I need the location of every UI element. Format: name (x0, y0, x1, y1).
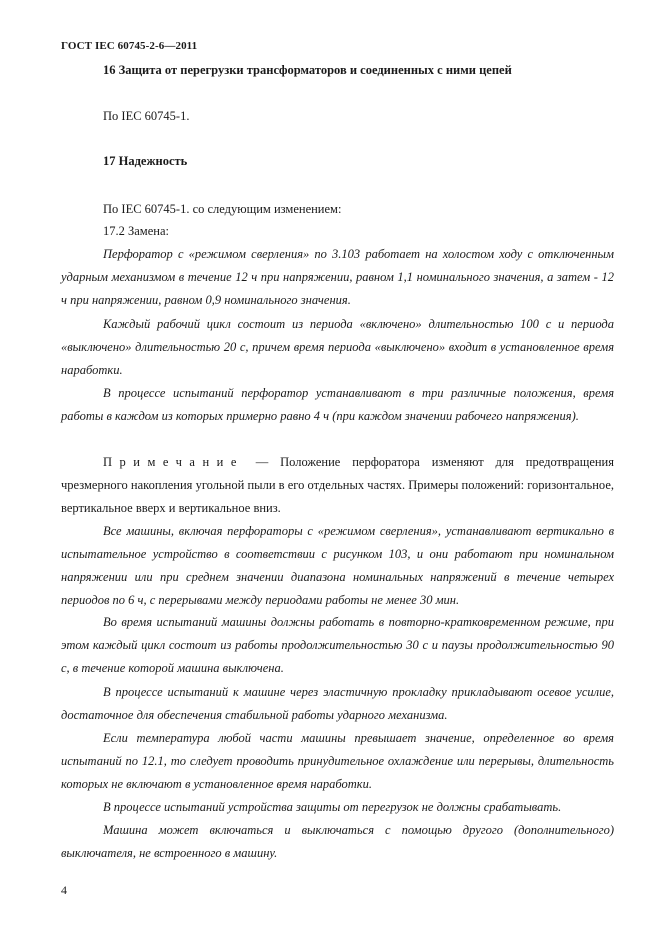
note-dash: — (243, 455, 281, 469)
standard-header: ГОСТ IEC 60745-2-6—2011 (61, 40, 198, 52)
paragraph-8: В процессе испытаний устройства защиты от перегрузок не должны срабатывать. (103, 800, 562, 814)
note-paragraph (61, 451, 614, 520)
paragraph-5: Во время испытаний машины должны работать в повторно-кратковременном режиме, при этом каждый цикл состоит из работы продолжительностью 30 с и паузы продолжительностью 90 с, в течение которой машина выключена. (61, 615, 614, 675)
paragraph-3: В процессе испытаний перфоратор устанавливают в три различные положения, время работы в каждом из которых примерно равно 4 ч (при каждом значении рабочего напряжения). (61, 386, 614, 423)
paragraph-6: В процессе испытаний к машине через эластичную прокладку прикладывают осевое усилие, достаточное для обеспечения стабильной работы ударного механизма. (61, 685, 614, 722)
section-17-title: 17 Надежность (103, 154, 188, 168)
paragraph-7: Если температура любой части машины превышает значение, определенное во время испытаний по 12.1, то следует проводить принудительное охлаждение или перерывы, длительность которых не включают в установленное время наработки. (61, 731, 614, 791)
note-text: Положение перфоратора изменяют для предотвращения чрезмерного накопления угольной пыли в его отдельных частях. Примеры положений: горизонтальное, вертикальное вверх и вертикальное вниз. (61, 455, 614, 515)
section-16-text: По IEC 60745-1. (103, 109, 190, 123)
note-label: Примечание (103, 455, 244, 469)
paragraph-1: Перфоратор с «режимом сверления» по 3.103 работает на холостом ходу с отключенным ударным механизмом в течение 12 ч при напряжении, равном 1,1 номинального значения, а затем - 12 ч при напряжении, равном 0,9 номинального значения. (61, 247, 614, 307)
section-17-intro: По IEC 60745-1. со следующим изменением: (103, 202, 342, 216)
paragraph-2: Каждый рабочий цикл состоит из периода «включено» длительностью 100 с и периода «выключено» длительностью 20 с, причем время периода «выключено» входит в установленное время наработки. (61, 317, 614, 377)
paragraph-9: Машина может включаться и выключаться с помощью другого (дополнительного) выключателя, не встроенного в машину. (61, 823, 614, 860)
page-number: 4 (61, 883, 67, 897)
paragraph-4: Все машины, включая перфораторы с «режимом сверления», устанавливают вертикально в испытательное устройство в соответствии с рисунком 103, и они работают при номинальном напряжении или при среднем значении диапазона номинальных напряжений в течение четырех периодов по 6 ч, с перерывами между периодами работы не менее 30 мин. (61, 524, 614, 607)
clause-17-2: 17.2 Замена: (103, 224, 169, 238)
section-16-title: 16 Защита от перегрузки трансформаторов и соединенных с ними цепей (103, 63, 512, 77)
